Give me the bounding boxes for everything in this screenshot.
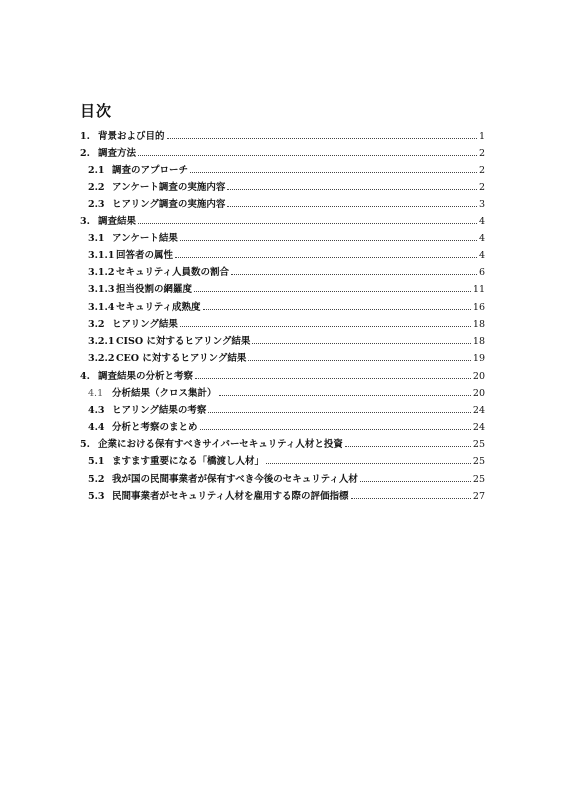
toc-entry-page: 4 [478,233,485,244]
toc-entry-number: 5.2 [88,474,105,485]
toc-entry-page: 3 [478,199,485,210]
toc-entry-page: 2 [478,182,485,193]
toc-leader-dots [195,378,471,379]
toc-entry-page: 25 [472,456,485,467]
toc-entry[interactable] [88,319,485,331]
toc-entry[interactable] [88,250,485,262]
toc-entry-page: 4 [478,250,485,261]
toc-entry-label: ヒアリング結果 [112,319,178,330]
toc-entry-number: 1. [80,131,90,142]
toc-entry-number: 3.2.2 [88,353,115,364]
toc-entry-label: ヒアリング結果の考察 [112,405,207,416]
toc-entry[interactable] [88,302,485,314]
toc-entry[interactable] [88,336,485,348]
toc-leader-dots [227,189,477,190]
toc-entry-number: 3.1.3 [88,284,115,295]
toc-entry-number: 3.1.2 [88,267,115,278]
toc-entry[interactable] [88,456,485,468]
toc-entry-label: ヒアリング調査の実施内容 [112,199,226,210]
toc-entry-number: 4.3 [88,405,105,416]
toc-entry-label: 分析結果（クロス集計） [112,388,217,399]
toc-entry[interactable] [88,233,485,245]
toc-entry-label: アンケート調査の実施内容 [112,182,226,193]
toc-entry[interactable] [88,199,485,211]
toc-entry-number: 3. [80,216,90,227]
toc-entry[interactable] [88,353,485,365]
toc-leader-dots [227,206,477,207]
toc-entry-page: 2 [478,148,485,159]
toc-leader-dots [345,446,471,447]
toc-entry[interactable] [88,267,485,279]
toc-leader-dots [138,155,477,156]
toc-leader-dots [203,309,471,310]
toc-entry-number: 4.1 [88,388,104,399]
toc-entry-number: 2.3 [88,199,105,210]
toc-leader-dots [360,481,471,482]
toc-entry-label: 調査結果の分析と考察 [98,371,194,382]
toc-entry-label: 背景および目的 [98,131,165,142]
toc-entry[interactable] [80,216,485,228]
toc-entry-label: アンケート結果 [112,233,178,244]
toc-entry-page: 20 [472,388,485,399]
toc-entry-label: 企業における保有すべきサイバーセキュリティ人材と投資 [98,439,343,450]
toc-entry[interactable] [88,422,485,434]
toc-leader-dots [252,343,471,344]
toc-entry-page: 27 [472,491,485,502]
toc-entry-page: 6 [478,267,485,278]
toc-entry-number: 2.2 [88,182,105,193]
toc-leader-dots [180,240,477,241]
toc-entry-number: 3.2.1 [88,336,115,347]
toc-entry-label: 調査結果 [98,216,137,227]
toc-entry-label: 分析と考察のまとめ [112,422,198,433]
toc-entry-page: 11 [472,284,485,295]
toc-entry-page: 2 [478,165,485,176]
toc-entry-label: セキュリティ成熟度 [116,302,201,313]
toc-entry-number: 4.4 [88,422,105,433]
toc-entry-page: 18 [472,336,485,347]
toc-entry[interactable] [88,182,485,194]
toc-title: 目次 [80,102,113,120]
toc-entry-number: 5. [80,439,90,450]
toc-entry-number: 3.1 [88,233,105,244]
toc-entry[interactable] [88,284,485,296]
toc-entry-page: 25 [472,439,485,450]
toc-leader-dots [219,395,471,396]
toc-entry[interactable] [88,474,485,486]
toc-leader-dots [167,138,477,139]
toc-leader-dots [208,412,470,413]
toc-leader-dots [194,291,471,292]
toc-entry-page: 1 [478,131,485,142]
toc-leader-dots [248,360,471,361]
toc-entry-page: 16 [472,302,485,313]
toc-leader-dots [200,429,471,430]
toc-entry-page: 25 [472,474,485,485]
toc-entry-label: セキュリティ人員数の割合 [116,267,230,278]
toc-entry-page: 4 [478,216,485,227]
toc-entry-number: 3.2 [88,319,105,330]
toc-leader-dots [138,223,477,224]
toc-entry-number: 3.1.4 [88,302,115,313]
toc-entry[interactable] [88,405,485,417]
toc-entry-label: 担当役割の網羅度 [116,284,193,295]
toc-leader-dots [175,257,477,258]
toc-entry-number: 2.1 [88,165,105,176]
toc-entry-page: 24 [472,405,485,416]
toc-entry-number: 2. [80,148,90,159]
toc-entry-label: 民間事業者がセキュリティ人材を雇用する際の評価指標 [112,491,349,502]
toc-entry-label: ますます重要になる「橋渡し人材」 [112,456,265,467]
toc-entry-label: 調査のアプローチ [112,165,189,176]
toc-entry[interactable] [80,148,485,160]
toc-leader-dots [190,172,477,173]
toc-entry[interactable] [80,371,485,383]
toc-entry-number: 5.1 [88,456,105,467]
toc-entry-label: CISO に対するヒアリング結果 [116,336,251,347]
toc-leader-dots [351,498,471,499]
toc-entry[interactable] [88,165,485,177]
toc-entry-page: 24 [472,422,485,433]
toc-entry-number: 5.3 [88,491,105,502]
toc-entry-label: 我が国の民間事業者が保有すべき今後のセキュリティ人材 [112,474,358,485]
toc-entry-label: 調査方法 [98,148,137,159]
toc-leader-dots [180,326,471,327]
toc-entry[interactable] [88,491,485,503]
toc-entry[interactable] [80,439,485,451]
toc-entry-number: 3.1.1 [88,250,115,261]
toc-entry-label: 回答者の属性 [116,250,174,261]
toc-entry-label: CEO に対するヒアリング結果 [116,353,247,364]
toc-leader-dots [266,463,471,464]
toc-entry-page: 20 [472,371,485,382]
toc-entry-number: 4. [80,371,90,382]
toc-entry-page: 18 [472,319,485,330]
toc-entry[interactable] [88,388,485,400]
toc-entry-page: 19 [472,353,485,364]
toc-entry[interactable] [80,131,485,143]
toc-leader-dots [231,274,477,275]
